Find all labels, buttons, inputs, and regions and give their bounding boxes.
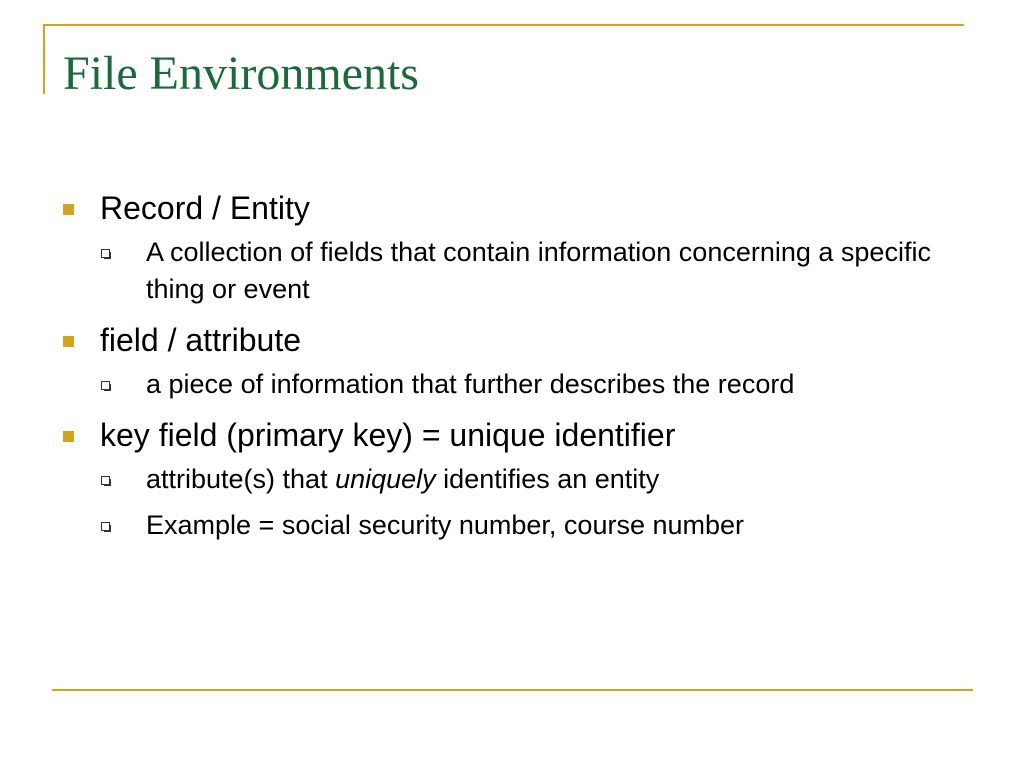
bullet-field-attribute (60, 318, 960, 362)
hollow-square-bullet-icon (101, 249, 110, 258)
sub-bullet-record-definition (60, 234, 960, 308)
sub-bullet-emphasis: uniquely (335, 464, 436, 494)
bullet-text: Record / Entity (100, 190, 310, 226)
bottom-rule-line (52, 689, 973, 691)
sub-list (60, 366, 960, 403)
slide-title: File Environments (63, 47, 419, 100)
hollow-square-bullet-icon (101, 522, 110, 531)
bullet-record-entity (60, 186, 960, 230)
sub-bullet-text: a piece of information that further describes the record (146, 369, 795, 399)
sub-bullet-field-definition (60, 366, 960, 403)
hollow-square-bullet-icon (101, 381, 110, 390)
square-bullet-icon (63, 431, 74, 442)
bullet-key-field (60, 413, 960, 457)
left-rule-line (43, 24, 45, 94)
square-bullet-icon (63, 204, 74, 215)
sub-bullet-example (60, 507, 960, 544)
hollow-square-bullet-icon (101, 476, 110, 485)
slide-content (60, 186, 960, 544)
sub-list (60, 234, 960, 308)
bullet-text: key field (primary key) = unique identifier (100, 417, 676, 453)
top-rule-line (43, 24, 964, 26)
bullet-text: field / attribute (100, 322, 301, 358)
sub-bullet-uniquely-identifies (60, 461, 960, 498)
sub-bullet-text: Example = social security number, course number (146, 510, 745, 540)
square-bullet-icon (63, 336, 74, 347)
sub-bullet-text-post: identifies an entity (435, 464, 660, 494)
sub-list (60, 461, 960, 544)
sub-bullet-text: A collection of fields that contain information concerning a specific thing or event (146, 237, 931, 304)
sub-bullet-text-pre: attribute(s) that (146, 464, 336, 494)
